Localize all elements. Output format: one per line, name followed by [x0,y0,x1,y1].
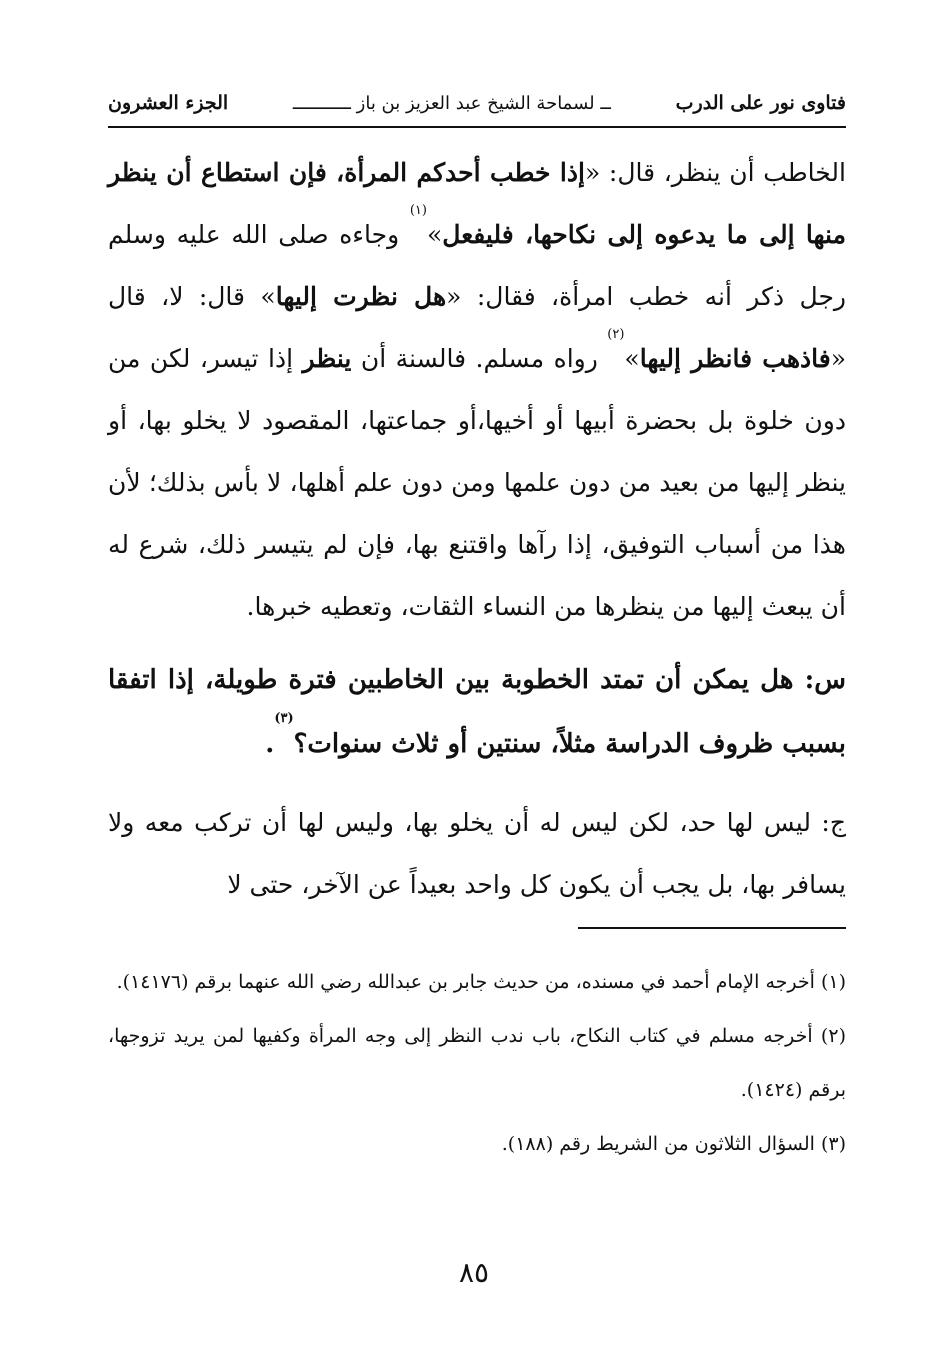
paragraph-hadith [108,142,846,638]
text-run: وجاءه صلى الله عليه وسلم رجل ذكر أنه خطب امرأة، فقال: « [108,220,846,311]
question-text: س: هل يمكن أن تمتد الخطوبة بين الخاطبين فترة طويلة، إذا اتفقا بسبب ظروف الدراسة مثلاً، سنتين أو ثلاث سنوات؟ [108,665,846,759]
text-run: » [624,344,640,373]
footnote-1: (١) أخرجه الإمام أحمد في مسنده، من حديث جابر بن عبدالله رضي الله عنهما برقم (١٤١٧٦). [116,971,846,993]
footnote-separator [578,927,846,929]
text-run: » [426,220,443,249]
footnote-3: (٣) السؤال الثلاثون من الشريط رقم (١٨٨). [501,1133,846,1155]
footnote-ref: (٢) [607,327,625,342]
text-run: رواه مسلم. فالسنة أن [351,344,608,373]
book-title: فتاوى نور على الدرب [675,92,846,114]
hadith-quote: هل نظرت إليها [275,282,447,311]
hadith-quote: فاذهب فانظر إليها [639,344,831,373]
footnotes [108,955,846,1171]
text-run: » قال: لا، قال « [108,282,847,373]
footnote-ref: (٣) [274,711,294,726]
page-number: ٨٥ [458,1256,490,1289]
running-header [108,88,846,128]
answer: ج: ليس لها حد، لكن ليس له أن يخلو بها، وليس لها أن تركب معه ولا يسافر بها، بل يجب أن يكون كل واحد بعيداً عن الآخر، حتى لا [108,808,846,899]
footnote-2: (٢) أخرجه مسلم في كتاب النكاح، باب ندب النظر إلى وجه المرأة وكفيها لمن يريد تزوجها، برقم (١٤٢٤). [108,1025,846,1101]
footnote-ref: (١) [409,203,427,218]
main-text [108,142,846,916]
question [108,648,846,776]
question-end: . [265,729,275,759]
hadith-quote: إذا خطب أحدكم المرأة، فإن استطاع أن ينظر منها إلى ما يدعوه إلى نكاحها، فليفعل [108,158,846,249]
emphasis: ينظر [302,344,352,373]
author-line: ــ لسماحة الشيخ عبد العزيز بن باز ـــــــــــ [292,93,611,114]
text-run: الخاطب أن ينظر، قال: « [584,158,846,187]
part-title: الجزء العشرون [108,92,229,114]
page-content [108,88,846,916]
text-run: إذا تيسر، لكن من دون خلوة بل بحضرة أبيها أو أخيها،أو جماعتها، المقصود لا يخلو بها، أو ينظر إليها من بعيد من دون علمها ومن دون علم أهلها، لا بأس بذلك؛ لأن هذا من أسباب التوفيق، إذا رآها واقتنع بها، فإن لم يتيسر ذلك، شرع له أن يبعث إليها من ينظرها من النساء الثقات، وتعطيه خبرها. [108,344,846,621]
